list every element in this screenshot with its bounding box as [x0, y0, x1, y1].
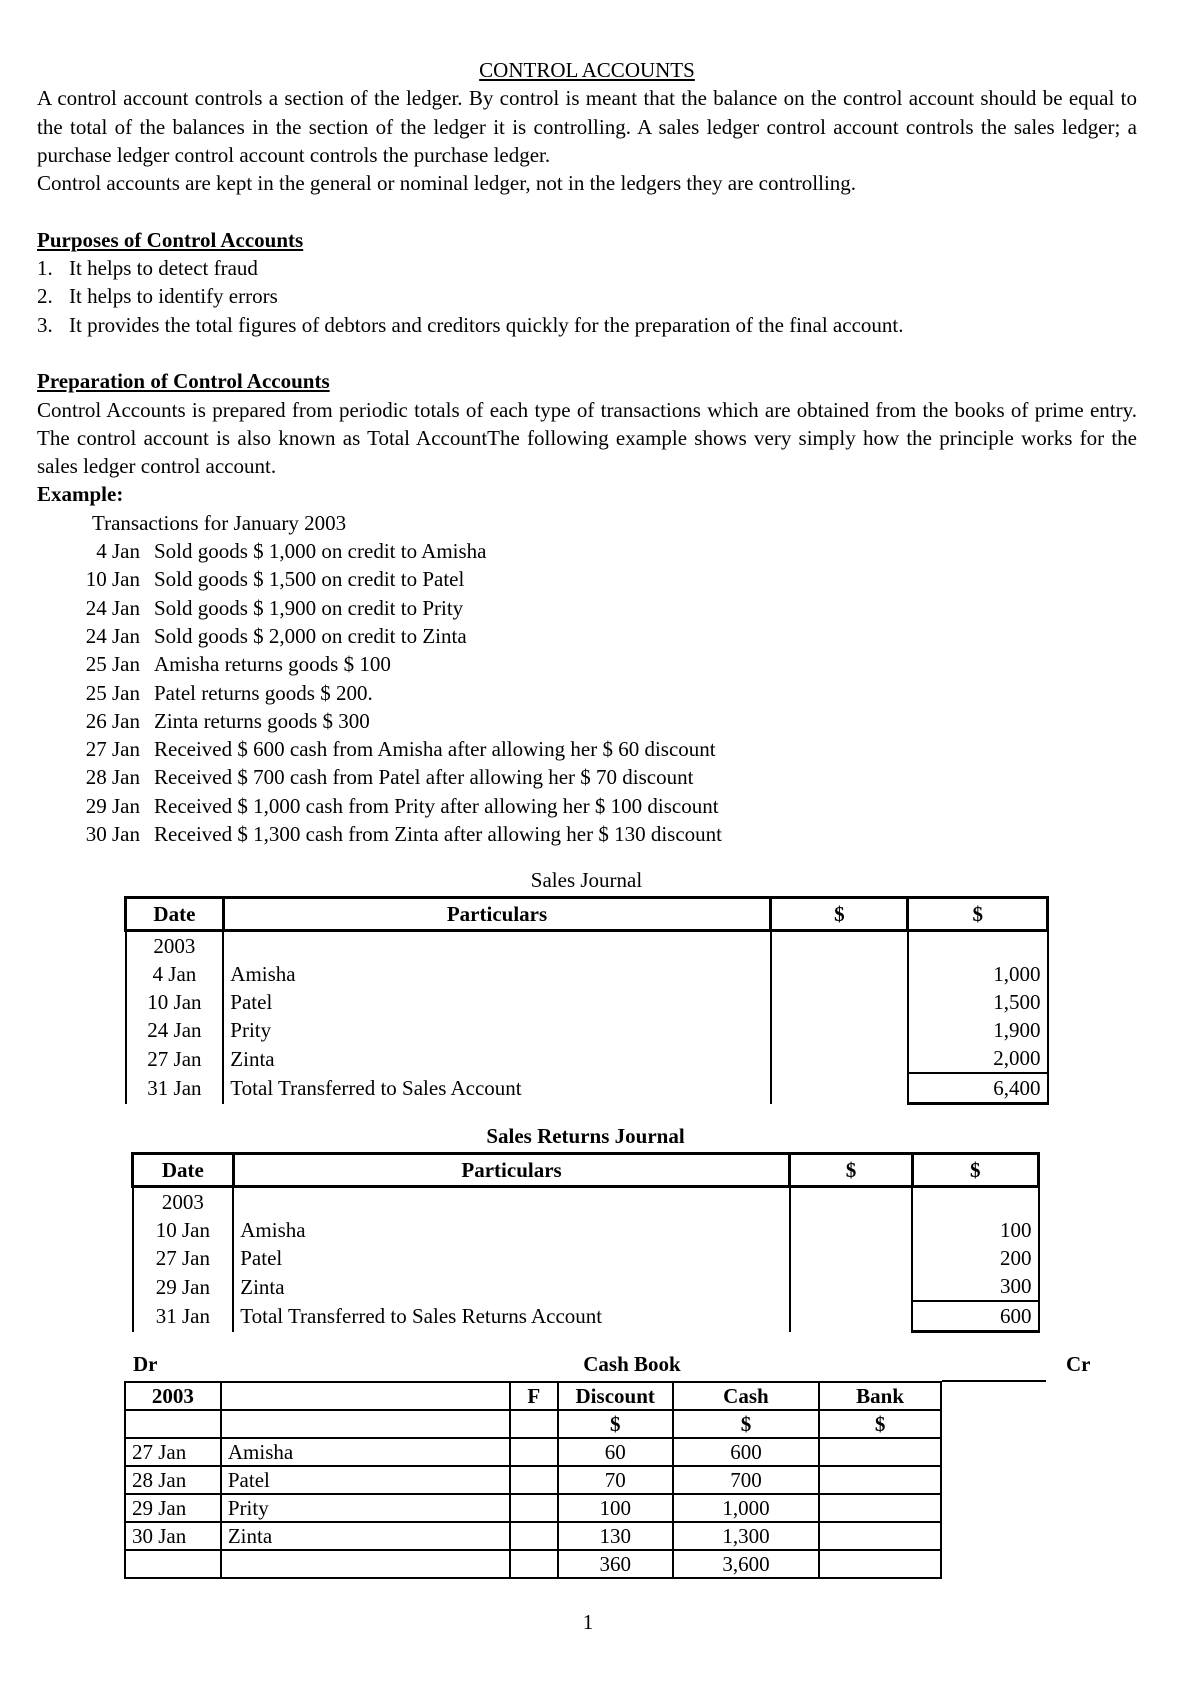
table-cell: 27 Jan	[133, 1244, 234, 1272]
purpose-item	[37, 282, 1137, 310]
column-header: $	[908, 898, 1048, 931]
table-cell: 3,600	[673, 1550, 820, 1578]
table-cell	[908, 931, 1048, 961]
total-row	[133, 1301, 1039, 1332]
table-cell	[819, 1550, 941, 1578]
total-cell: Total Transferred to Sales Account	[223, 1073, 770, 1104]
transaction-date: 25 Jan	[85, 652, 140, 677]
cash-book-rule	[942, 1380, 1046, 1382]
header-row	[125, 1382, 941, 1410]
table-cell	[510, 1466, 558, 1494]
column-header: Particulars	[223, 898, 770, 931]
cash-book-cr-label: Cr	[1066, 1352, 1091, 1376]
table-cell	[819, 1522, 941, 1550]
item-text: It provides the total figures of debtors and creditors quickly for the preparation of the final account.	[69, 312, 904, 337]
transaction-item	[37, 820, 1137, 848]
column-header: Cash	[673, 1382, 820, 1410]
table-row	[133, 1187, 1039, 1217]
transaction-date: 27 Jan	[85, 737, 140, 762]
transaction-text: Received $ 1,300 cash from Zinta after allowing her $ 130 discount	[154, 822, 723, 847]
table-cell: 1,000	[908, 960, 1048, 988]
table-cell: Zinta	[221, 1522, 510, 1550]
cash-book-table	[124, 1381, 942, 1579]
table-cell: 70	[558, 1466, 673, 1494]
document-body	[37, 56, 1137, 848]
table-cell	[221, 1550, 510, 1578]
transaction-text: Received $ 600 cash from Amisha after allowing her $ 60 discount	[154, 737, 716, 762]
transaction-text: Amisha returns goods $ 100	[154, 652, 391, 677]
table-row	[126, 960, 1048, 988]
table-row	[125, 1494, 941, 1522]
table-cell: 30 Jan	[125, 1522, 221, 1550]
table-cell: 600	[673, 1438, 820, 1466]
table-cell	[510, 1494, 558, 1522]
table-row	[126, 931, 1048, 961]
transaction-date: 4 Jan	[96, 539, 140, 564]
sales-journal-table	[124, 896, 1049, 1105]
transaction-text: Sold goods $ 2,000 on credit to Zinta	[154, 623, 467, 648]
table-cell: Amisha	[233, 1216, 790, 1244]
transaction-item	[37, 792, 1137, 820]
table-cell: 2003	[126, 931, 224, 961]
transaction-item	[37, 763, 1137, 791]
table-cell	[510, 1522, 558, 1550]
transaction-text: Zinta returns goods $ 300	[154, 708, 370, 733]
transaction-text: Sold goods $ 1,900 on credit to Prity	[154, 595, 464, 620]
item-number: 2.	[37, 284, 53, 309]
total-cell	[771, 1073, 908, 1104]
table-cell: 4 Jan	[126, 960, 224, 988]
table-cell: 100	[558, 1494, 673, 1522]
table-cell: 60	[558, 1438, 673, 1466]
table-cell	[819, 1438, 941, 1466]
transaction-item	[37, 537, 1137, 565]
transaction-date: 28 Jan	[85, 765, 140, 790]
table-cell	[790, 1187, 912, 1217]
table-row	[126, 988, 1048, 1016]
transaction-text: Sold goods $ 1,500 on credit to Patel	[154, 567, 465, 592]
total-row	[126, 1073, 1048, 1104]
transaction-item	[37, 594, 1137, 622]
table-cell: 1,000	[673, 1494, 820, 1522]
table-cell: 360	[558, 1550, 673, 1578]
table-cell	[912, 1187, 1038, 1217]
transaction-date: 24 Jan	[85, 595, 140, 620]
transactions-title: Transactions for January 2003	[92, 510, 347, 535]
table-row	[125, 1438, 941, 1466]
transaction-text: Patel returns goods $ 200.	[154, 680, 373, 705]
item-text: It helps to identify errors	[69, 284, 278, 309]
table-cell: 2,000	[908, 1044, 1048, 1073]
unit-cell: $	[819, 1410, 941, 1438]
table-cell	[510, 1550, 558, 1578]
item-number: 1.	[37, 256, 53, 281]
transaction-date: 30 Jan	[85, 822, 140, 847]
purposes-list	[37, 254, 1137, 339]
purpose-item	[37, 254, 1137, 282]
table-row	[126, 1016, 1048, 1044]
transaction-date: 29 Jan	[85, 793, 140, 818]
page-number: 1	[582, 1610, 594, 1634]
transaction-item	[37, 565, 1137, 593]
table-cell	[510, 1438, 558, 1466]
table-row	[133, 1216, 1039, 1244]
sales-journal-title: Sales Journal	[530, 868, 643, 892]
table-cell	[790, 1272, 912, 1301]
table-cell: Patel	[233, 1244, 790, 1272]
intro-paragraph-2: Control accounts are kept in the general or nominal ledger, not in the ledgers they are controlling.	[37, 171, 857, 196]
table-cell: 700	[673, 1466, 820, 1494]
total-cell	[790, 1301, 912, 1332]
table-cell: 1,300	[673, 1522, 820, 1550]
transaction-item	[37, 679, 1137, 707]
table-cell: 1,900	[908, 1016, 1048, 1044]
table-cell: 29 Jan	[133, 1272, 234, 1301]
table-cell: 29 Jan	[125, 1494, 221, 1522]
table-cell: Patel	[221, 1466, 510, 1494]
table-cell	[771, 988, 908, 1016]
column-header: Date	[133, 1154, 234, 1187]
preparation-heading: Preparation of Control Accounts	[37, 369, 330, 394]
total-cell: 600	[912, 1301, 1038, 1332]
table-cell	[771, 960, 908, 988]
transaction-item	[37, 622, 1137, 650]
transaction-date: 25 Jan	[85, 680, 140, 705]
table-cell: 1,500	[908, 988, 1048, 1016]
transaction-date: 10 Jan	[85, 567, 140, 592]
item-number: 3.	[37, 312, 53, 337]
total-cell: Total Transferred to Sales Returns Account	[233, 1301, 790, 1332]
table-cell: 130	[558, 1522, 673, 1550]
sales-returns-journal-table	[131, 1152, 1040, 1333]
table-cell: Zinta	[233, 1272, 790, 1301]
column-header: Date	[126, 898, 224, 931]
header-row	[126, 898, 1048, 931]
unit-cell: $	[673, 1410, 820, 1438]
table-row	[125, 1550, 941, 1578]
table-cell: Zinta	[223, 1044, 770, 1073]
column-header: Discount	[558, 1382, 673, 1410]
item-text: It helps to detect fraud	[69, 256, 258, 281]
column-header: $	[912, 1154, 1038, 1187]
table-cell	[790, 1244, 912, 1272]
transaction-date: 24 Jan	[85, 623, 140, 648]
unit-cell	[510, 1410, 558, 1438]
total-cell: 31 Jan	[133, 1301, 234, 1332]
table-cell: 10 Jan	[126, 988, 224, 1016]
table-cell: 10 Jan	[133, 1216, 234, 1244]
table-cell: Amisha	[223, 960, 770, 988]
transaction-text: Received $ 700 cash from Patel after allowing her $ 70 discount	[154, 765, 694, 790]
table-cell: 28 Jan	[125, 1466, 221, 1494]
cash-book-title: Cash Book	[583, 1352, 681, 1376]
cash-book-dr-label: Dr	[133, 1352, 158, 1376]
table-row	[133, 1244, 1039, 1272]
table-cell: 2003	[133, 1187, 234, 1217]
sales-returns-journal-title: Sales Returns Journal	[486, 1124, 685, 1148]
table-cell: 27 Jan	[126, 1044, 224, 1073]
table-cell: Amisha	[221, 1438, 510, 1466]
units-row	[125, 1410, 941, 1438]
unit-cell	[221, 1410, 510, 1438]
table-cell	[771, 1044, 908, 1073]
column-header: Bank	[819, 1382, 941, 1410]
table-cell	[819, 1494, 941, 1522]
table-cell	[771, 1016, 908, 1044]
table-cell	[125, 1550, 221, 1578]
table-cell: Patel	[223, 988, 770, 1016]
table-cell: 200	[912, 1244, 1038, 1272]
table-cell: 100	[912, 1216, 1038, 1244]
table-cell: 24 Jan	[126, 1016, 224, 1044]
example-label: Example:	[37, 482, 124, 507]
transaction-item	[37, 650, 1137, 678]
transaction-item	[37, 735, 1137, 763]
unit-cell	[125, 1410, 221, 1438]
total-cell: 6,400	[908, 1073, 1048, 1104]
column-header	[221, 1382, 510, 1410]
transaction-item	[37, 707, 1137, 735]
table-cell: 300	[912, 1272, 1038, 1301]
table-cell	[819, 1466, 941, 1494]
unit-cell: $	[558, 1410, 673, 1438]
table-row	[133, 1272, 1039, 1301]
transactions-list	[37, 537, 1137, 848]
transaction-text: Received $ 1,000 cash from Prity after allowing her $ 100 discount	[154, 793, 719, 818]
column-header: $	[790, 1154, 912, 1187]
header-row	[133, 1154, 1039, 1187]
purposes-heading: Purposes of Control Accounts	[37, 227, 304, 252]
transaction-text: Sold goods $ 1,000 on credit to Amisha	[154, 539, 487, 564]
table-cell	[233, 1187, 790, 1217]
table-cell	[223, 931, 770, 961]
intro-paragraph: A control account controls a section of the ledger. By control is meant that the balance on the control account should be equal to the total of the balances in the section of the ledger it is controlling. A sales ledger control account controls the sales ledger; a purchase ledger control account controls the purchase ledger.	[37, 86, 1137, 167]
table-cell: Prity	[223, 1016, 770, 1044]
column-header: 2003	[125, 1382, 221, 1410]
preparation-paragraph: Control Accounts is prepared from periodic totals of each type of transactions which are obtained from the books of prime entry. The control account is also known as Total AccountThe following example shows very simply how the principle works for the sales ledger control account.	[37, 397, 1137, 479]
page-title: CONTROL ACCOUNTS	[479, 58, 695, 82]
table-row	[126, 1044, 1048, 1073]
column-header: F	[510, 1382, 558, 1410]
table-cell: Prity	[221, 1494, 510, 1522]
table-row	[125, 1466, 941, 1494]
column-header: Particulars	[233, 1154, 790, 1187]
table-cell	[790, 1216, 912, 1244]
table-cell	[771, 931, 908, 961]
transaction-date: 26 Jan	[85, 708, 140, 733]
table-row	[125, 1522, 941, 1550]
table-cell: 27 Jan	[125, 1438, 221, 1466]
total-cell: 31 Jan	[126, 1073, 224, 1104]
purpose-item	[37, 311, 1137, 339]
column-header: $	[771, 898, 908, 931]
